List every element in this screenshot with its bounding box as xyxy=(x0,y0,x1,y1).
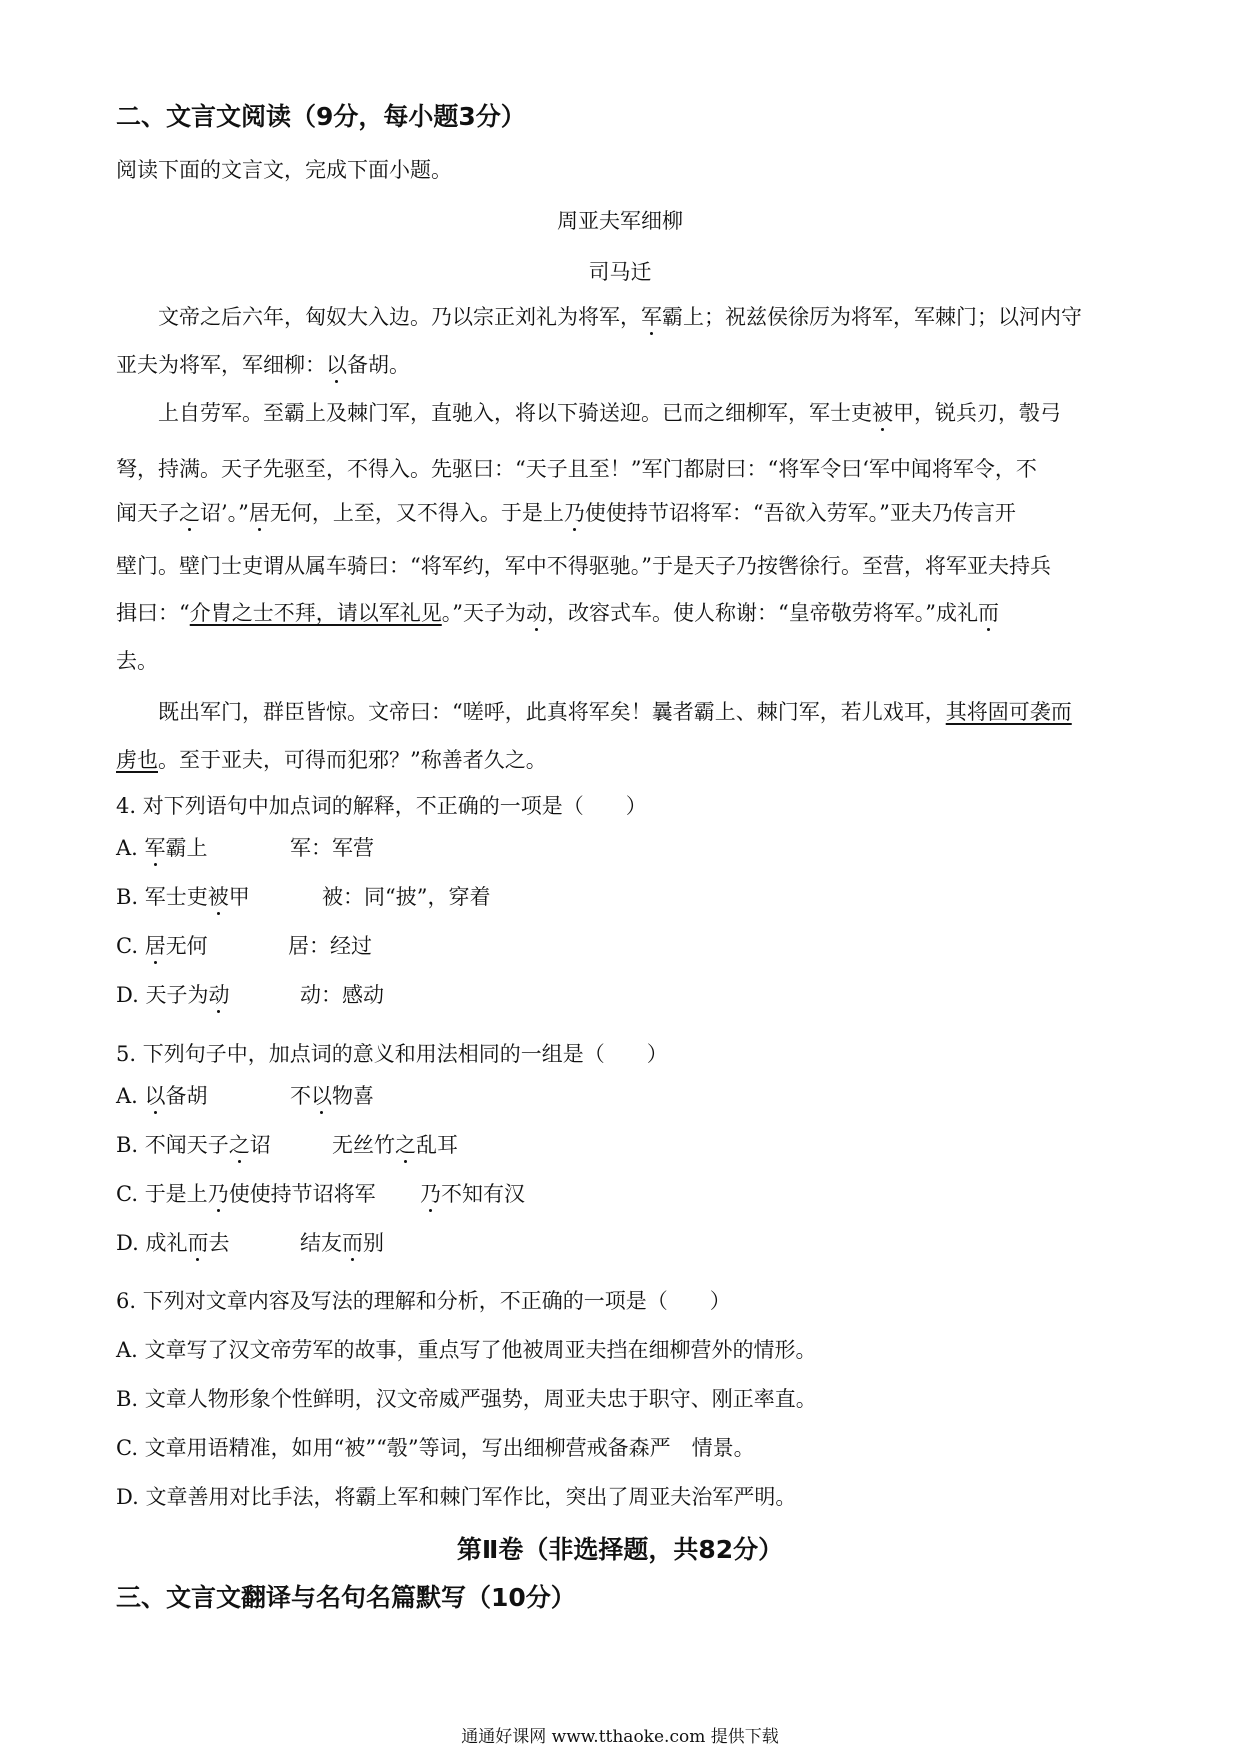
q5-option-a: A. 以备胡 xyxy=(116,1084,208,1108)
dotted-word: 之 xyxy=(228,1133,250,1157)
q5-option-b-second: 无丝竹之乱耳 xyxy=(332,1133,458,1157)
dotted-word: 以 xyxy=(144,1084,166,1108)
underlined-sentence: 虏也 xyxy=(116,748,158,772)
q4-stem: 4. 对下列语句中加点词的解释，不正确的一项是（ ） xyxy=(116,794,647,818)
dotted-word: 居 xyxy=(248,501,270,525)
p3-line-1: 既出军门，群臣皆惊。文帝曰：“嗟呼，此真将军矣！曩者霸上、棘门军，若儿戏耳，其将固可袭而 xyxy=(158,700,1072,724)
instruction: 阅读下面的文言文，完成下面小题。 xyxy=(116,158,452,182)
section2-title: 二、文言文阅读（9分，每小题3分） xyxy=(116,102,526,131)
dotted-word: 动 xyxy=(526,601,547,625)
q6-stem: 6. 下列对文章内容及写法的理解和分析，不正确的一项是（ ） xyxy=(116,1289,731,1313)
q4-option-b-explanation: 被：同“披”，穿着 xyxy=(322,885,491,909)
q4-option-d: D. 天子为动 xyxy=(116,983,230,1007)
p2-line-1: 上自劳军。至霸上及棘门军，直驰入，将以下骑送迎。已而之细柳军，军士吏被甲，锐兵刃，彀弓 xyxy=(158,401,1061,425)
section3-title: 三、文言文翻译与名句名篇默写（10分） xyxy=(116,1583,576,1612)
q5-option-d: D. 成礼而去 xyxy=(116,1231,230,1255)
p2-line-3: 闻天子之诏’。”居无何，上至，又不得入。于是上乃使使持节诏将军：“吾欲入劳军。”亚夫乃传言开 xyxy=(116,501,1016,525)
dotted-word: 以 xyxy=(311,1084,332,1108)
dotted-word: 乃 xyxy=(207,1182,229,1206)
dotted-word: 居 xyxy=(144,934,166,958)
dotted-word: 而 xyxy=(977,601,999,625)
q6-option-a: A. 文章写了汉文帝劳军的故事，重点写了他被周亚夫挡在细柳营外的情形。 xyxy=(116,1338,817,1362)
q6-option-d: D. 文章善用对比手法，将霸上军和棘门军作比，突出了周亚夫治军严明。 xyxy=(116,1485,797,1509)
q5-option-a-second: 不以物喜 xyxy=(290,1084,374,1108)
passage-title: 周亚夫军细柳 xyxy=(557,209,683,233)
passage-paragraph-1 xyxy=(116,293,1136,389)
dotted-word: 动 xyxy=(208,983,230,1007)
dotted-word: 而 xyxy=(342,1231,363,1255)
passage-paragraph-2 xyxy=(116,385,1136,691)
q4-option-a-explanation: 军：军营 xyxy=(290,836,374,860)
dotted-word: 以 xyxy=(326,353,347,377)
q4-option-c-explanation: 居：经过 xyxy=(288,934,372,958)
q4-option-d-explanation: 动：感动 xyxy=(300,983,384,1007)
underlined-sentence: 介胄之士不拜，请以军礼见 xyxy=(189,601,442,625)
dotted-word: 被 xyxy=(872,401,893,425)
q6-option-b: B. 文章人物形象个性鲜明，汉文帝威严强势，周亚夫忠于职守、刚正率直。 xyxy=(116,1387,817,1411)
dotted-word: 而 xyxy=(187,1231,209,1255)
q5-option-c-second: 乃不知有汉 xyxy=(420,1182,525,1206)
q4-option-b: B. 军士吏被甲 xyxy=(116,885,250,909)
p3-line-2: 虏也。至于亚夫，可得而犯邪？”称善者久之。 xyxy=(116,748,547,772)
dotted-word: 乃 xyxy=(420,1182,441,1206)
passage-author: 司马迁 xyxy=(588,260,652,284)
dotted-word: 被 xyxy=(207,885,229,909)
part2-title: 第Ⅱ卷（非选择题，共82分） xyxy=(456,1535,784,1564)
q5-option-d-second: 结友而别 xyxy=(300,1231,384,1255)
p2-line-2: 弩，持满。天子先驱至，不得入。先驱曰：“天子且至！”军门都尉曰：“将军令曰‘军中闻将军令，不 xyxy=(116,457,1037,481)
footer-watermark: 通通好课网 www.tthaoke.com 提供下载 xyxy=(461,1727,779,1747)
dotted-word: 军 xyxy=(144,836,166,860)
p2-line-4: 壁门。壁门士吏谓从属车骑曰：“将军约，军中不得驱驰。”于是天子乃按辔徐行。至营，将军亚夫持兵 xyxy=(116,554,1051,578)
p1-line-1: 文帝之后六年，匈奴大入边。乃以宗正刘礼为将军，军霸上；祝兹侯徐厉为将军，军棘门；以河内守 xyxy=(158,305,1082,329)
dotted-word: 之 xyxy=(179,501,200,525)
q5-option-b: B. 不闻天子之诏 xyxy=(116,1133,271,1157)
q4-option-c: C. 居无何 xyxy=(116,934,208,958)
q6-option-c: C. 文章用语精准，如用“被”“彀”等词，写出细柳营戒备森严 情景。 xyxy=(116,1436,755,1460)
q5-option-c: C. 于是上乃使使持节诏将军 xyxy=(116,1182,376,1206)
q5-stem: 5. 下列句子中，加点词的意义和用法相同的一组是（ ） xyxy=(116,1042,668,1066)
underlined-sentence: 其将固可袭而 xyxy=(945,700,1072,724)
dotted-word: 军 xyxy=(641,305,662,329)
dotted-word: 之 xyxy=(395,1133,416,1157)
passage-paragraph-3 xyxy=(116,688,1136,784)
p2-line-5: 揖曰：“介胄之士不拜，请以军礼见。”天子为动，改容式车。使人称谢：“皇帝敬劳将军。”成礼而 xyxy=(116,601,999,625)
dotted-word: 乃 xyxy=(563,501,585,525)
p1-line-2: 亚夫为将军，军细柳：以备胡。 xyxy=(116,353,410,377)
q4-option-a: A. 军霸上 xyxy=(116,836,208,860)
p2-line-6: 去。 xyxy=(116,649,158,673)
